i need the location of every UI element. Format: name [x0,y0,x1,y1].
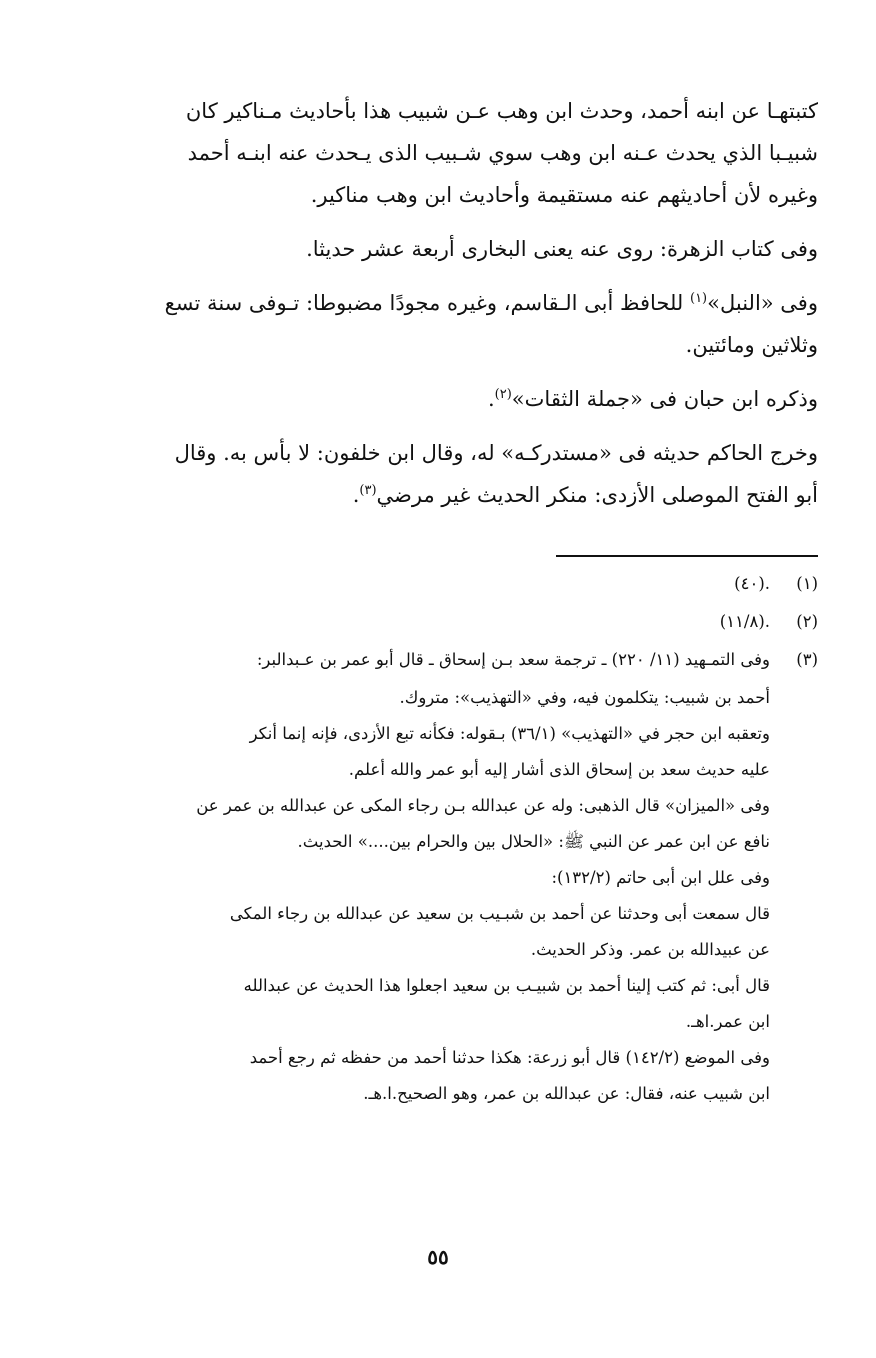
main-text [110,90,818,528]
footnote-3-line: وفى الموضع (١٤٢/٢) قال أبو زرعة: هكذا حدثنا أحمد من حفظه ثم رجع أحمد [249,1048,770,1067]
text-line: كتبتهـا عن ابنه أحمد، وحدث ابن وهب عـن شبيب هذا بأحاديث مـناكير كان [185,99,818,123]
page-number: ٥٥ [427,1245,449,1269]
text-segment: أبو الفتح الموصلى الأزدى: منكر الحديث غير مرضي [376,483,818,507]
paragraph-4 [110,378,818,420]
paragraph-3 [110,282,818,366]
footnote-3-line: وفى علل ابن أبى حاتم (١٣٢/٢): [551,868,770,887]
paragraph-2 [110,228,818,270]
text-line [110,474,818,516]
footnote-ref-2: (٢) [494,387,512,402]
text-line: وخرج الحاكم حديثه فى «مستدركـه» له، وقال ابن خلفون: لا بأس به. وقال [174,441,818,465]
footnote-3-line: عن عبيدالله بن عمر. وذكر الحديث. [530,940,770,959]
footnote-3-line: نافع عن ابن عمر عن النبي ﷺ: «الحلال بين والحرام بين....» الحديث. [297,832,770,851]
footnotes [106,568,818,1114]
footnote-3 [106,644,818,676]
paragraph-1 [110,90,818,216]
footnote-3-line: وفى «الميزان» قال الذهبى: وله عن عبدالله بـن رجاء المكى عن عبدالله بن عمر عن [196,796,770,815]
text-segment: وذكره ابن حبان فى «جملة الثقات» [511,387,818,411]
text-line [110,282,818,324]
text-line: وفى كتاب الزهرة: روى عنه يعنى البخارى أربعة عشر حديثا. [306,237,818,261]
text-line: وغيره لأن أحاديثهم عنه مستقيمة وأحاديث ابن وهب مناكير. [310,183,818,207]
text-line: وثلاثين ومائتين. [685,333,818,357]
footnote-3-line: قال سمعت أبى وحدثنا عن أحمد بن شبـيب بن سعيد عن عبدالله بن رجاء المكى [229,904,770,923]
footnote-3-line: وتعقبه ابن حجر في «التهذيب» (٣٦/١) بـقوله: فكأنه تبع الأزدى، فإنه إنما أنكر [249,724,770,743]
footnote-1 [106,568,818,600]
footnote-number: (٣) [796,650,818,669]
footnote-3-line: قال أبى: ثم كتب إلينا أحمد بن شبيـب بن سعيد اجعلوا هذا الحديث عن عبدالله [243,976,770,995]
text-segment: للحافظ أبى الـقاسم، وغيره مجودًا مضبوطا: تـوفى سنة تسع [164,291,690,315]
footnote-3-line: ابن عمر.اهـ. [685,1012,770,1031]
footnote-2 [106,606,818,638]
text-line [110,378,818,420]
footnote-text: وفى التمـهيد (١١/ ٢٢٠) ـ ترجمة سعد بـن إسحاق ـ قال أبو عمر بن عـبدالبر: [256,650,770,669]
text-segment: . [352,483,360,507]
footnote-separator [556,555,818,557]
footnote-number: (١) [796,574,818,593]
paragraph-5 [110,432,818,516]
footnote-text: .(٤٠) [734,574,770,593]
footnote-3-line: عليه حديث سعد بن إسحاق الذى أشار إليه أبو عمر والله أعلم. [348,760,770,779]
footnote-text: .(١١/٨) [719,612,770,631]
text-segment: وفى «النبل» [707,291,818,315]
footnote-ref-3: (٣) [359,483,377,498]
footnote-ref-1: (١) [689,291,708,306]
text-segment: . [487,387,495,411]
footnote-3-line: أحمد بن شبيب: يتكلمون فيه، وفي «التهذيب»: متروك. [399,688,770,707]
text-line: شبيـبا الذي يحدث عـنه ابن وهب سوي شـبيب الذى يـحدث عنه ابنـه أحمد [187,141,818,165]
footnote-3-line: ابن شبيب عنه، فقال: عن عبدالله بن عمر، وهو الصحيح.ا.هـ. [363,1084,770,1103]
footnote-number: (٢) [796,612,818,631]
